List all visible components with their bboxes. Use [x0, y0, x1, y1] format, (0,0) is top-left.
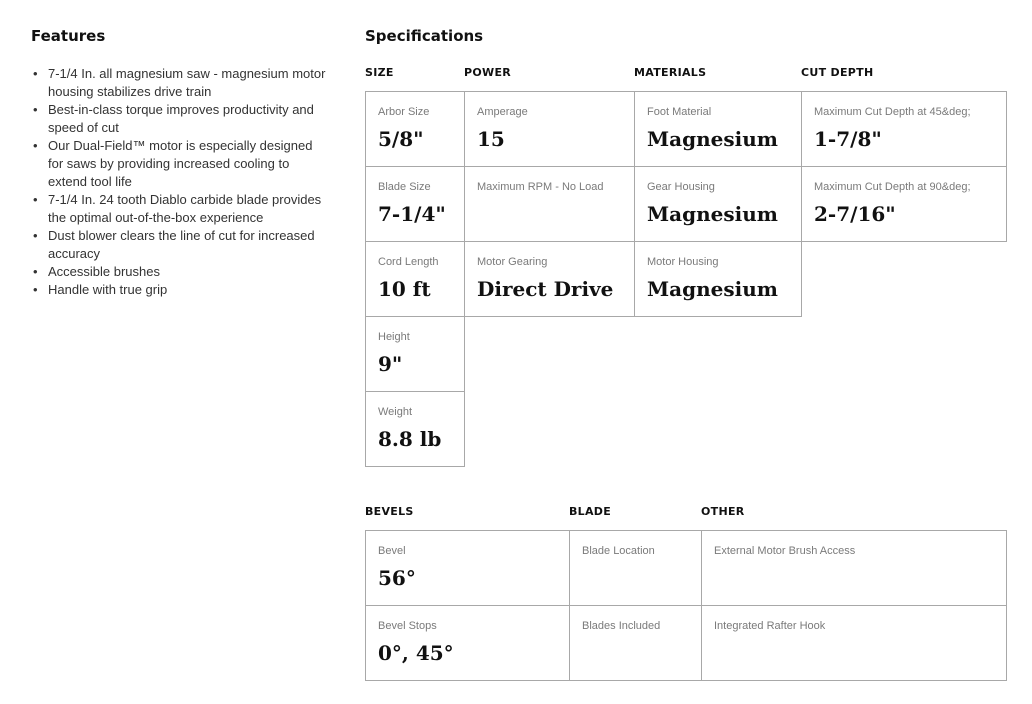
spec-value: 1-7/8" — [814, 127, 882, 151]
spec-cell-cut-depth-45 — [801, 91, 1007, 167]
spec-cell-motor-gearing — [464, 241, 635, 317]
spec-value: 15 — [477, 127, 505, 151]
spec-label: Gear Housing — [647, 181, 715, 193]
spec-label: Maximum Cut Depth at 45&deg; — [814, 106, 971, 118]
features-list — [31, 65, 331, 299]
feature-item: • Accessible brushes — [31, 263, 331, 281]
spec-label: Motor Housing — [647, 256, 719, 268]
spec-cell-height — [365, 316, 465, 392]
bevels-header: BEVELS — [365, 505, 414, 518]
spec-label: Bevel — [378, 545, 406, 557]
specifications-title: Specifications — [365, 27, 484, 45]
spec-cell-rafter-hook — [701, 605, 1007, 681]
spec-label: Foot Material — [647, 106, 712, 118]
spec-value: Magnesium — [647, 202, 778, 226]
spec-cell-weight — [365, 391, 465, 467]
feature-item: • Handle with true grip — [31, 281, 331, 299]
spec-cell-bevel-stops — [365, 605, 570, 681]
spec-label: Integrated Rafter Hook — [714, 620, 826, 632]
spec-label: Arbor Size — [378, 106, 430, 118]
spec-label: Maximum RPM - No Load — [477, 181, 604, 193]
spec-cell-blade-location — [569, 530, 702, 606]
spec-label: Blade Location — [582, 545, 655, 557]
features-section — [31, 27, 331, 299]
spec-label: Blade Size — [378, 181, 431, 193]
spec-cell-max-rpm — [464, 166, 635, 242]
spec-value: Direct Drive — [477, 277, 614, 301]
spec-cell-cord-length — [365, 241, 465, 317]
feature-item: • Dust blower clears the line of cut for increased accuracy — [31, 227, 331, 263]
spec-cell-blades-included — [569, 605, 702, 681]
spec-cell-arbor-size — [365, 91, 465, 167]
spec-value: 0°, 45° — [378, 641, 454, 665]
features-title: Features — [31, 27, 106, 45]
spec-cell-blade-size — [365, 166, 465, 242]
spec-label: Cord Length — [378, 256, 439, 268]
feature-item: • 7-1/4 In. all magnesium saw - magnesium motor housing stabilizes drive train — [31, 65, 331, 101]
spec-value: Magnesium — [647, 127, 778, 151]
feature-item: • Best-in-class torque improves productivity and speed of cut — [31, 101, 331, 137]
spec-label: Weight — [378, 406, 413, 418]
feature-item: • Our Dual-Field™ motor is especially designed for saws by providing increased cooling to extend tool life — [31, 137, 331, 191]
spec-label: Amperage — [477, 106, 528, 118]
cut-depth-header: CUT DEPTH — [801, 66, 874, 79]
spec-cell-amperage — [464, 91, 635, 167]
spec-value: 10 ft — [378, 277, 431, 301]
power-header: POWER — [464, 66, 512, 79]
spec-cell-cut-depth-90 — [801, 166, 1007, 242]
spec-label: Height — [378, 331, 410, 343]
spec-label: External Motor Brush Access — [714, 545, 856, 557]
spec-cell-brush-access — [701, 530, 1007, 606]
spec-cell-motor-housing — [634, 241, 802, 317]
other-header: OTHER — [701, 505, 745, 518]
spec-value: 2-7/16" — [814, 202, 896, 226]
spec-value: 56° — [378, 566, 416, 590]
spec-label: Maximum Cut Depth at 90&deg; — [814, 181, 971, 193]
feature-item: • 7-1/4 In. 24 tooth Diablo carbide blade provides the optimal out-of-the-box experience — [31, 191, 331, 227]
spec-label: Blades Included — [582, 620, 661, 632]
spec-value: Magnesium — [647, 277, 778, 301]
size-header: SIZE — [365, 66, 394, 79]
materials-header: MATERIALS — [634, 66, 707, 79]
blade-header: BLADE — [569, 505, 612, 518]
spec-label: Motor Gearing — [477, 256, 548, 268]
spec-value: 8.8 lb — [378, 427, 442, 451]
spec-label: Bevel Stops — [378, 620, 437, 632]
spec-cell-foot-material — [634, 91, 802, 167]
spec-value: 7-1/4" — [378, 202, 446, 226]
spec-cell-gear-housing — [634, 166, 802, 242]
spec-cell-bevel — [365, 530, 570, 606]
spec-value: 5/8" — [378, 127, 424, 151]
spec-value: 9" — [378, 352, 403, 376]
